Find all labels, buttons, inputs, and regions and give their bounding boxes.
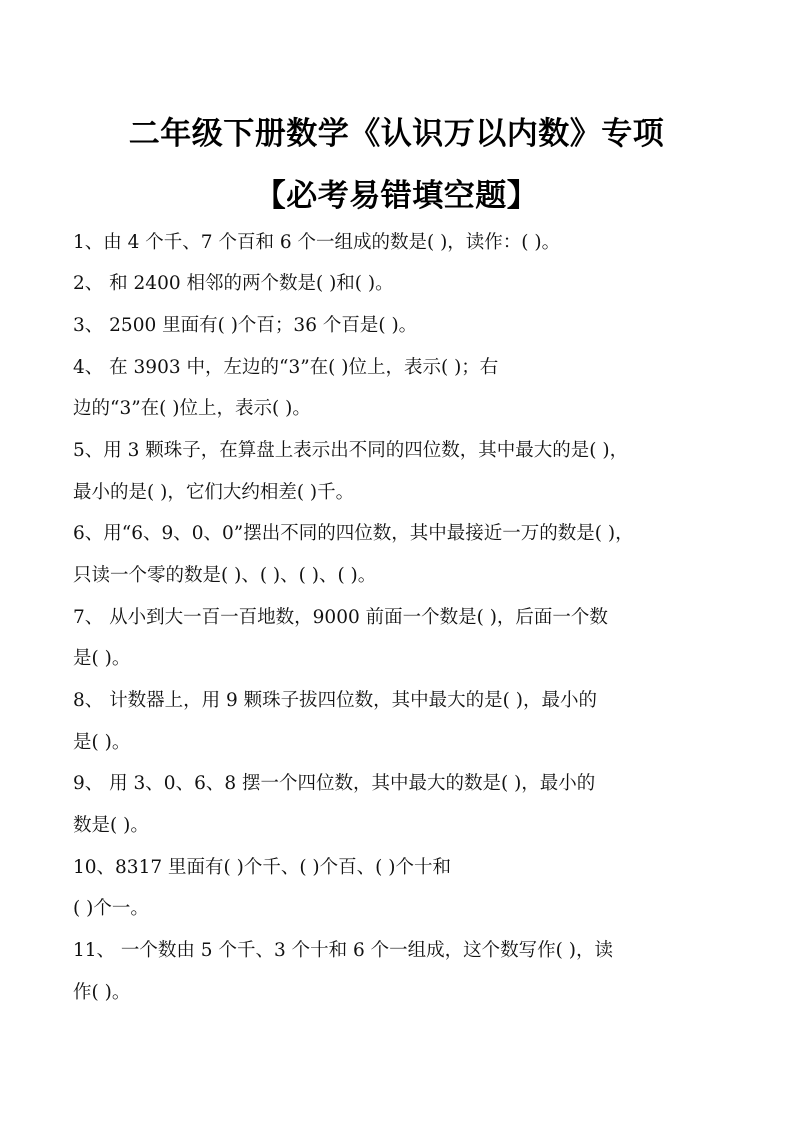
question-3-line-1: 3、 2500 里面有( )个百；36 个百是( )。: [73, 315, 418, 336]
question-8-line-1: 8、 计数器上，用 9 颗珠子拔四位数，其中最大的是( )，最小的: [73, 690, 598, 711]
question-7-line-2: 是( )。: [73, 648, 131, 669]
question-1-line-1: 1、由 4 个千、7 个百和 6 个一组成的数是( )，读作：( )。: [73, 232, 561, 253]
question-10-line-2: ( )个一。: [73, 898, 149, 919]
question-5-line-1: 5、用 3 颗珠子，在算盘上表示出不同的四位数，其中最大的是( )，: [73, 440, 629, 461]
question-9-line-2: 数是( )。: [73, 815, 149, 836]
question-2-line-1: 2、 和 2400 相邻的两个数是( )和( )。: [73, 273, 394, 294]
question-6-line-1: 6、用“6、9、0、0”摆出不同的四位数，其中最接近一万的数是( )，: [73, 523, 634, 544]
question-6-line-2: 只读一个零的数是( )、( )、( )、( )。: [73, 565, 377, 586]
question-7-line-1: 7、 从小到大一百一百地数，9000 前面一个数是( )，后面一个数: [73, 607, 608, 628]
question-9-line-1: 9、 用 3、0、6、8 摆一个四位数，其中最大的数是( )，最小的: [73, 773, 596, 794]
question-4-line-2: 边的“3”在( )位上，表示( )。: [73, 398, 311, 419]
question-11-line-1: 11、 一个数由 5 个千、3 个十和 6 个一组成，这个数写作( )，读: [73, 940, 613, 961]
question-4-line-1: 4、 在 3903 中，左边的“3”在( )位上，表示( )；右: [73, 357, 499, 378]
question-10-line-1: 10、8317 里面有( )个千、( )个百、( )个十和: [73, 857, 451, 878]
question-8-line-2: 是( )。: [73, 732, 131, 753]
question-11-line-2: 作( )。: [73, 982, 131, 1003]
question-5-line-2: 最小的是( )，它们大约相差( )千。: [73, 482, 355, 503]
page-subtitle: 【必考易错填空题】: [254, 178, 539, 214]
page-title: 二年级下册数学《认识万以内数》专项: [128, 116, 665, 152]
